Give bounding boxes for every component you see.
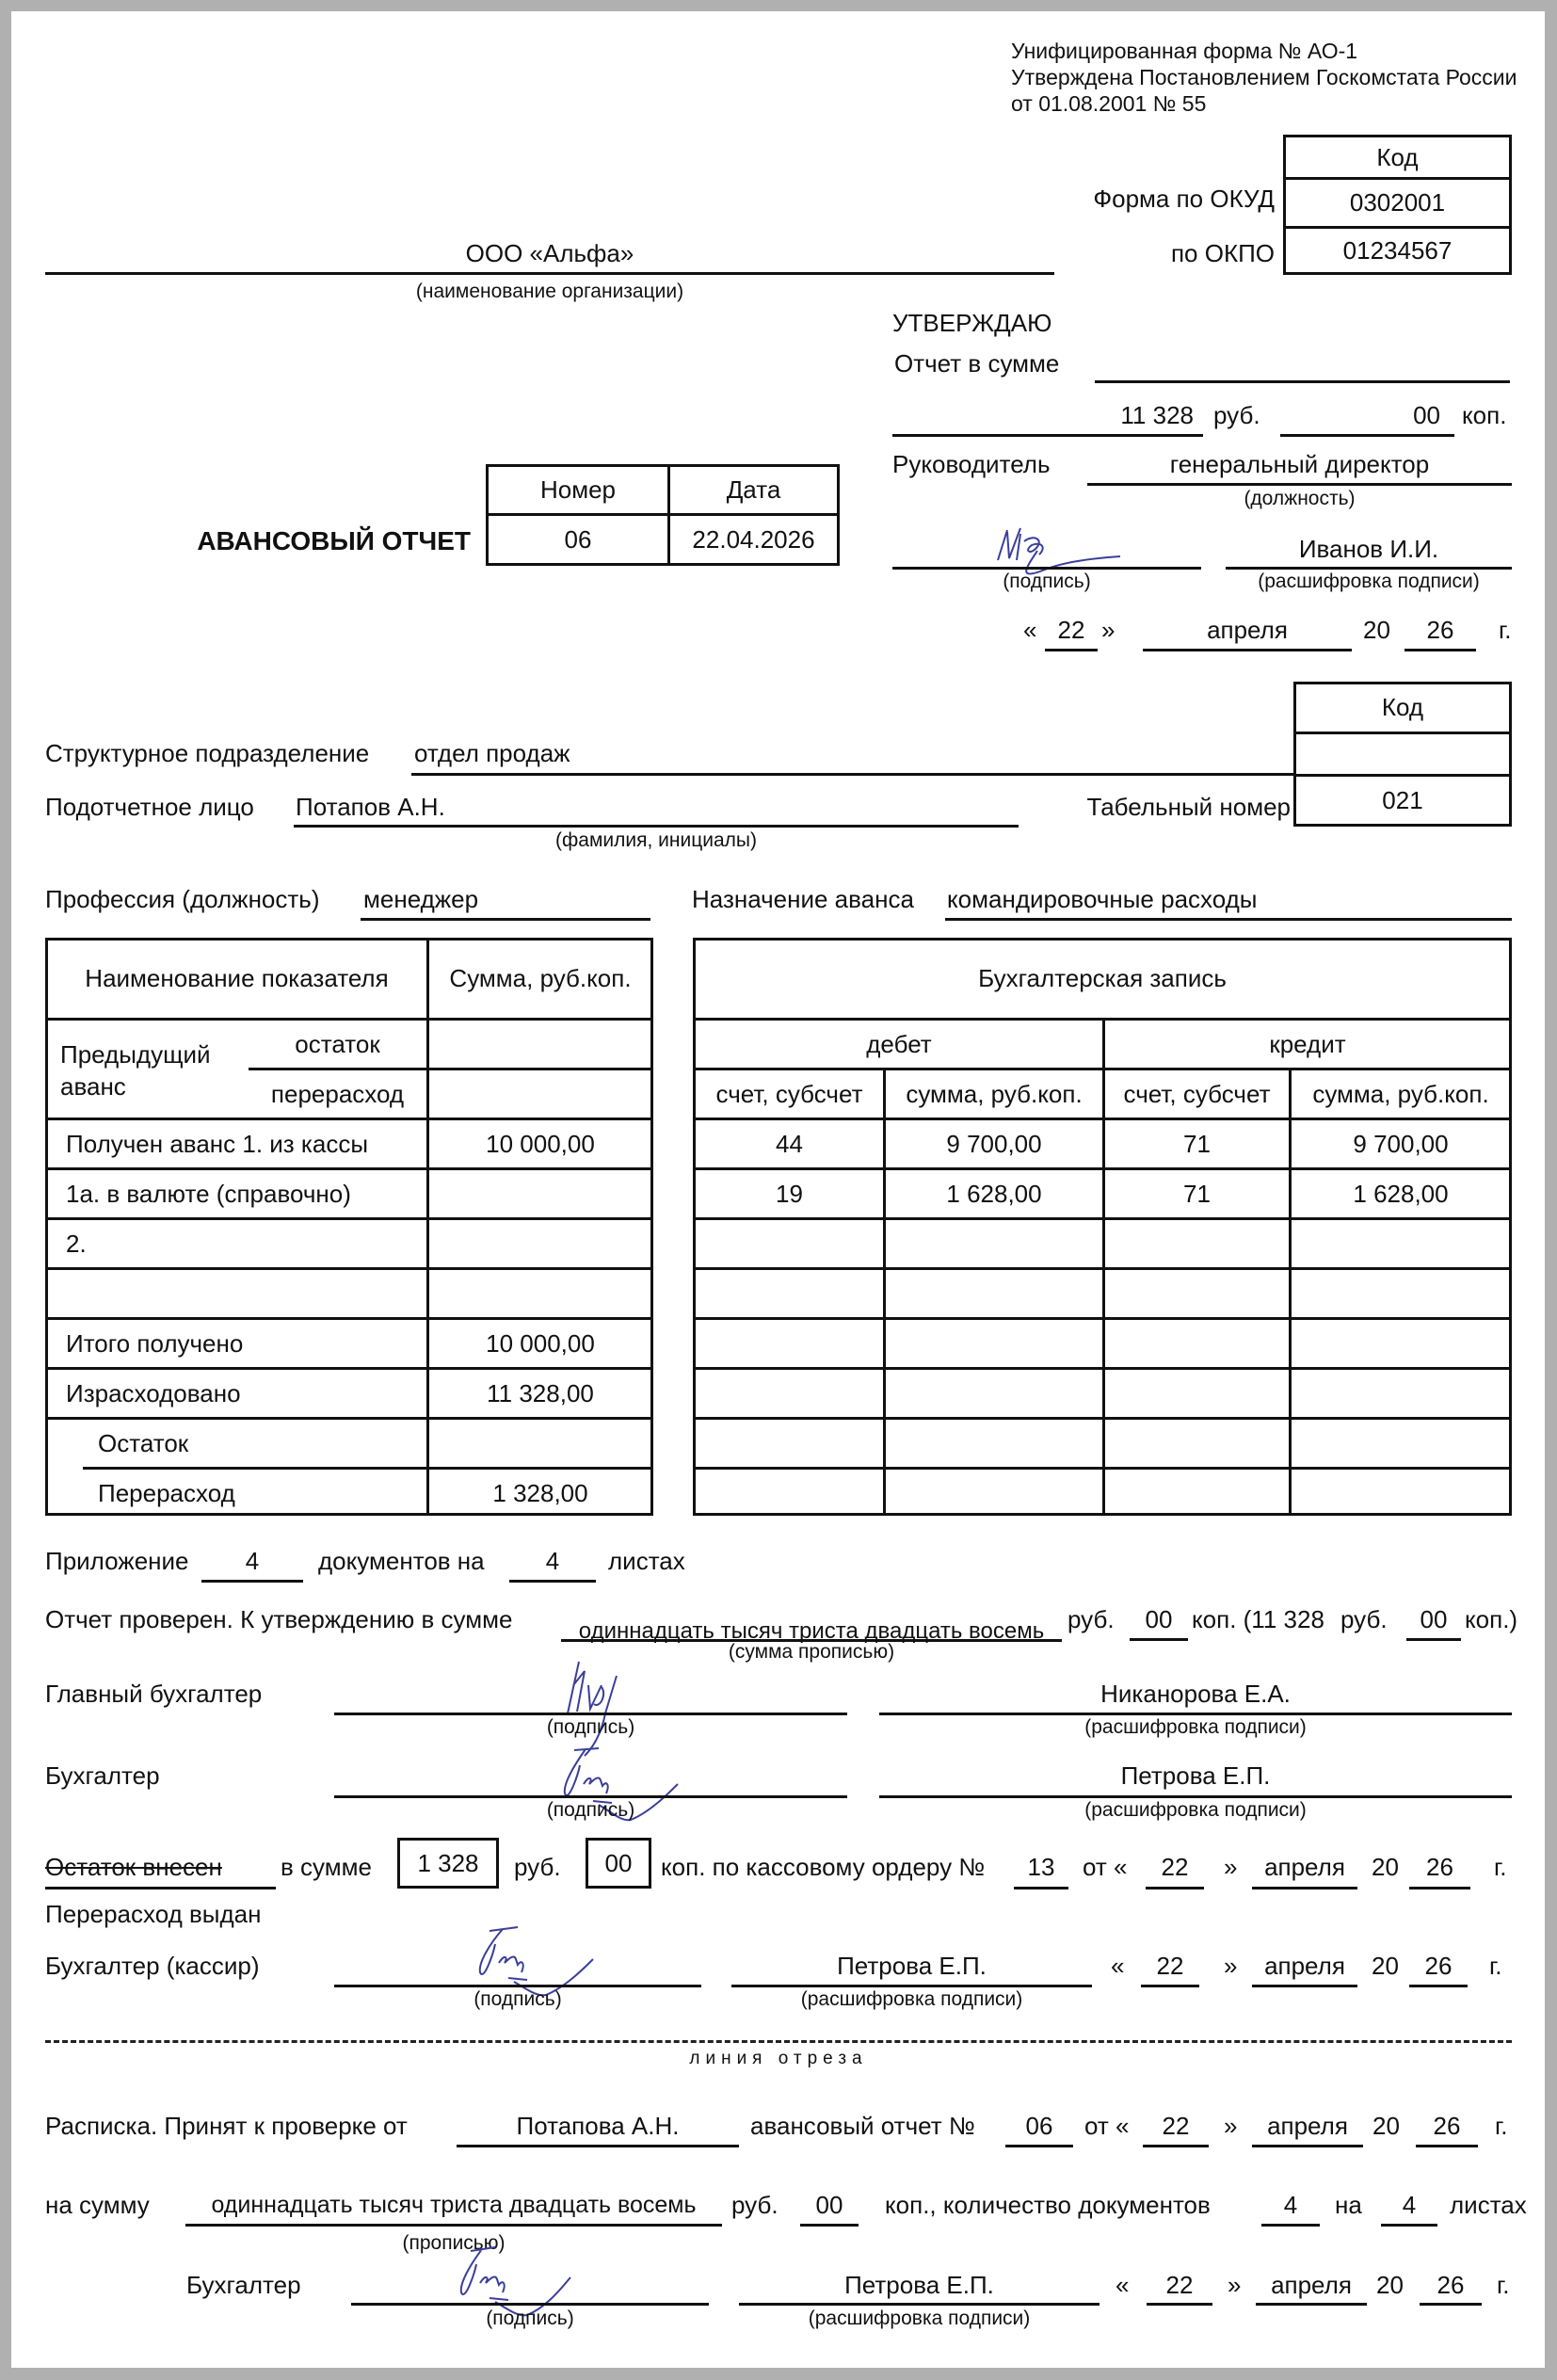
- document-title: АВАНСОВЫЙ ОТЧЕТ: [197, 526, 471, 555]
- summary-row-sum: [429, 1420, 651, 1467]
- cash-rub-label: руб.: [514, 1853, 561, 1881]
- profession-line: [361, 918, 650, 921]
- debit-amount-cell: [886, 1320, 1102, 1367]
- debit-amount-cell: [886, 1470, 1102, 1517]
- chief-accountant-name: Никанорова Е.А.: [1100, 1680, 1291, 1708]
- okpo-value: 01234567: [1342, 235, 1453, 265]
- cash-day: 22: [1161, 1853, 1189, 1881]
- receipt-report-label: авансовый отчет №: [750, 2112, 975, 2140]
- report-sum-label: Отчет в сумме: [894, 349, 1060, 378]
- receipt-on-label: на: [1335, 2191, 1362, 2219]
- col-name-header: Наименование показателя: [85, 964, 389, 992]
- prev-overspend-label: перерасход: [270, 1079, 405, 1108]
- doc-date-header: Дата: [726, 475, 781, 504]
- approve-date-day: 22: [1057, 616, 1085, 644]
- cashier-date-open: «: [1111, 1952, 1125, 1980]
- profession-label: Профессия (должность): [45, 885, 320, 913]
- receipt-report-line: [1005, 2145, 1073, 2147]
- head-name-line: [1226, 567, 1512, 570]
- summary-row-sum: [429, 1170, 651, 1217]
- receipt-from-name: Потапова А.Н.: [516, 2112, 680, 2140]
- cut-line-label: линия отреза: [689, 2049, 868, 2068]
- receipt-sign-date-close: »: [1228, 2271, 1242, 2299]
- cash-kop-value: 00: [604, 1848, 633, 1877]
- cashier-day-line: [1141, 1985, 1199, 1987]
- receipt-month: апреля: [1267, 2112, 1348, 2140]
- head-position: генеральный директор: [1169, 450, 1430, 478]
- person-line: [294, 825, 1019, 828]
- debit-amount-cell: [886, 1370, 1102, 1417]
- credit-account-cell: [1105, 1470, 1289, 1517]
- codes-header: Код: [1376, 142, 1419, 171]
- credit-account-cell: [1105, 1220, 1289, 1267]
- summary-row-label: Итого получено: [66, 1328, 244, 1358]
- verification-rub-label: руб.: [1067, 1605, 1115, 1633]
- debit-account-cell: 44: [776, 1129, 803, 1158]
- cash-year: 26: [1426, 1853, 1453, 1881]
- debit-account-cell: [696, 1370, 883, 1417]
- receipt-sign-year: 26: [1437, 2271, 1465, 2299]
- receipt-sign-century: 20: [1376, 2271, 1404, 2299]
- chief-signature-line: [334, 1713, 847, 1715]
- profession-value: менеджер: [363, 885, 479, 913]
- approve-kop-label: коп.: [1462, 401, 1507, 429]
- cashier-year-line: [1409, 1985, 1468, 1987]
- debit-account-cell: [696, 1420, 883, 1467]
- credit-amount-cell: [1292, 1370, 1510, 1417]
- verification-kop2: 00: [1420, 1605, 1448, 1633]
- attachment-sheets-label: листах: [608, 1547, 685, 1575]
- attachment-sheets: 4: [545, 1547, 560, 1575]
- head-label: Руководитель: [892, 450, 1051, 478]
- form-line-2: Утверждена Постановлением Госкомстата России: [1011, 65, 1517, 89]
- receipt-century: 20: [1372, 2112, 1400, 2140]
- credit-account-cell: [1105, 1320, 1289, 1367]
- receipt-sum-words: одиннадцать тысяч триста двадцать восемь: [211, 2192, 697, 2218]
- credit-amount-header: сумма, руб.коп.: [1312, 1079, 1489, 1108]
- okud-label: Форма по ОКУД: [1093, 185, 1275, 213]
- person-caption: (фамилия, инициалы): [555, 829, 757, 851]
- accountant-decode-caption: (расшифровка подписи): [1084, 1799, 1307, 1821]
- summary-row-label: [66, 1270, 426, 1317]
- receipt-day-line: [1143, 2145, 1209, 2147]
- cut-line: [45, 2040, 1512, 2043]
- position-caption: (должность): [1244, 488, 1356, 509]
- verification-kop-label: коп. (11 328: [1192, 1605, 1324, 1633]
- cashier-signature-line: [334, 1985, 701, 1987]
- approve-kop-line: [1280, 434, 1454, 437]
- credit-amount-cell: 1 628,00: [1353, 1179, 1449, 1208]
- receipt-sign-day-line: [1147, 2303, 1212, 2306]
- summary-row-label: Израсходовано: [66, 1378, 241, 1407]
- chief-signature-icon: [551, 1657, 664, 1761]
- summary-row-sum: [429, 1220, 651, 1267]
- overspend-issued-label: Перерасход выдан: [45, 1900, 262, 1928]
- cash-day-line: [1146, 1887, 1204, 1890]
- doc-date: 22.04.2026: [692, 524, 815, 554]
- purpose-value: командировочные расходы: [947, 885, 1258, 913]
- prev-advance-line2: аванс: [60, 1072, 126, 1101]
- summary-row-label: Получен аванс 1. из кассы: [66, 1129, 369, 1158]
- head-decode-caption: (расшифровка подписи): [1258, 571, 1480, 592]
- org-name-line: [45, 272, 1054, 275]
- approve-rub-line: [892, 434, 1203, 437]
- summary-row-sum: 1 328,00: [492, 1478, 588, 1507]
- approve-title: УТВЕРЖДАЮ: [892, 309, 1052, 337]
- receipt-report-number: 06: [1025, 2112, 1053, 2140]
- receipt-words-caption: (прописью): [402, 2232, 506, 2254]
- receipt-sign-year-line: [1420, 2303, 1482, 2306]
- verification-sum-words: одиннадцать тысяч триста двадцать восемь: [578, 1618, 1045, 1644]
- receipt-date-suffix: г.: [1495, 2112, 1508, 2140]
- report-sum-line: [1095, 380, 1510, 383]
- cashier-date-close: »: [1224, 1952, 1238, 1980]
- credit-account-cell: 71: [1183, 1179, 1211, 1208]
- receipt-day: 22: [1162, 2112, 1190, 2140]
- prev-advance-label: [60, 1038, 211, 1102]
- receipt-sign-date-suffix: г.: [1497, 2271, 1510, 2299]
- receipt-year: 26: [1433, 2112, 1461, 2140]
- receipt-docs-label: коп., количество документов: [885, 2191, 1211, 2219]
- credit-account-cell: [1105, 1420, 1289, 1467]
- person-value: Потапов А.Н.: [296, 793, 445, 821]
- receipt-signature-caption: (подпись): [486, 2308, 574, 2329]
- approve-kop-value: 00: [1413, 401, 1440, 429]
- credit-account-cell: [1105, 1370, 1289, 1417]
- receipt-month-line: [1252, 2145, 1363, 2147]
- receipt-docs: 4: [1283, 2191, 1298, 2219]
- okpo-label: по ОКПО: [1170, 239, 1275, 267]
- approve-date-year: 26: [1426, 616, 1454, 644]
- receipt-sign-date-open: «: [1116, 2271, 1130, 2299]
- prev-balance-label: остаток: [295, 1029, 380, 1058]
- accountant-signature-line: [334, 1795, 847, 1798]
- debit-account-cell: 19: [776, 1179, 803, 1208]
- cash-month-line: [1252, 1887, 1357, 1890]
- employee-codes-header: Код: [1381, 692, 1424, 721]
- verification-kop2-line: [1406, 1638, 1461, 1641]
- cash-date-close: »: [1224, 1853, 1238, 1881]
- receipt-decode-caption: (расшифровка подписи): [808, 2308, 1031, 2329]
- receipt-kop-line: [800, 2224, 859, 2227]
- approve-date-open: «: [1023, 616, 1037, 644]
- tab-number-value: 021: [1382, 785, 1423, 814]
- attachment-docs: 4: [245, 1547, 260, 1575]
- form-line-1: Унифицированная форма № АО-1: [1011, 39, 1358, 63]
- credit-account-cell: 71: [1183, 1129, 1211, 1158]
- debit-amount-cell: 9 700,00: [946, 1129, 1042, 1158]
- org-caption: (наименование организации): [415, 281, 684, 302]
- cashier-century: 20: [1372, 1952, 1399, 1980]
- chief-signature-caption: (подпись): [546, 1716, 635, 1738]
- credit-account-cell: [1105, 1270, 1289, 1317]
- approve-date-suffix: г.: [1499, 616, 1512, 644]
- summary-row-sum: 10 000,00: [486, 1328, 595, 1358]
- receipt-sign-month-line: [1256, 2303, 1367, 2306]
- cashier-label: Бухгалтер (кассир): [45, 1952, 260, 1980]
- attachment-label: Приложение: [45, 1547, 189, 1575]
- credit-account-header: счет, субсчет: [1123, 1079, 1271, 1108]
- cashier-decode-caption: (расшифровка подписи): [800, 1988, 1023, 2010]
- head-signature-caption: (подпись): [1003, 571, 1091, 592]
- attachment-docs-line: [201, 1580, 303, 1583]
- credit-amount-cell: [1292, 1420, 1510, 1467]
- cashier-year: 26: [1424, 1952, 1453, 1980]
- cash-from-label: от «: [1083, 1853, 1128, 1881]
- approve-rub-value: 11 328: [1120, 401, 1194, 429]
- approve-date-close: »: [1101, 616, 1116, 644]
- receipt-accountant-name: Петрова Е.П.: [844, 2271, 994, 2299]
- verification-rub2-label: руб.: [1340, 1605, 1388, 1633]
- cash-year-line: [1409, 1887, 1470, 1890]
- credit-amount-cell: [1292, 1470, 1510, 1517]
- accountant-name-line: [879, 1795, 1512, 1798]
- debit-amount-cell: [886, 1220, 1102, 1267]
- receipt-sum-label: на сумму: [45, 2191, 150, 2219]
- receipt-rub-label: руб.: [731, 2191, 778, 2219]
- approve-date-month: апреля: [1207, 616, 1288, 644]
- summary-row-label: 2.: [66, 1229, 87, 1258]
- verification-label: Отчет проверен. К утверждению в сумме: [45, 1605, 513, 1633]
- credit-amount-cell: 9 700,00: [1353, 1129, 1449, 1158]
- chief-accountant-label: Главный бухгалтер: [45, 1680, 263, 1708]
- credit-amount-cell: [1292, 1270, 1510, 1317]
- cash-date-suffix: г.: [1494, 1853, 1507, 1881]
- sum-words-caption: (сумма прописью): [728, 1641, 895, 1663]
- prev-advance-line1: Предыдущий: [60, 1040, 211, 1069]
- purpose-label: Назначение аванса: [692, 885, 914, 913]
- receipt-accountant-label: Бухгалтер: [186, 2271, 301, 2299]
- receipt-year-line: [1416, 2145, 1478, 2147]
- cash-order-number: 13: [1027, 1853, 1055, 1881]
- verification-kop: 00: [1145, 1605, 1173, 1633]
- division-line: [411, 773, 1296, 776]
- approve-day-line: [1045, 649, 1098, 651]
- receipt-sheets: 4: [1402, 2191, 1417, 2219]
- head-name: Иванов И.И.: [1298, 535, 1439, 563]
- chief-name-line: [879, 1713, 1512, 1715]
- debit-account-cell: [696, 1270, 883, 1317]
- row-divider: [693, 1118, 1512, 1120]
- doc-number: 06: [564, 524, 592, 554]
- cash-century: 20: [1372, 1853, 1399, 1881]
- division-value: отдел продаж: [414, 739, 570, 767]
- credit-header: кредит: [1269, 1029, 1346, 1058]
- receipt-signature-line: [351, 2303, 709, 2306]
- approve-rub-label: руб.: [1213, 401, 1260, 429]
- org-name: ООО «Альфа»: [465, 239, 634, 267]
- credit-amount-cell: [1292, 1220, 1510, 1267]
- col-sum-header: Сумма, руб.коп.: [449, 964, 632, 992]
- form-line-3: от 01.08.2001 № 55: [1011, 91, 1207, 116]
- verification-kop2-label: коп.): [1465, 1605, 1518, 1633]
- receipt-date-close: »: [1224, 2112, 1238, 2140]
- doc-number-header: Номер: [539, 475, 617, 504]
- receipt-sign-month: апреля: [1271, 2271, 1352, 2299]
- receipt-accountant-name-line: [739, 2303, 1100, 2306]
- receipt-sheets-line: [1381, 2224, 1437, 2227]
- cashier-month-line: [1252, 1985, 1357, 1987]
- tab-number-label: Табельный номер: [1086, 793, 1291, 821]
- debit-account-cell: [696, 1470, 883, 1517]
- debit-amount-cell: [886, 1270, 1102, 1317]
- summary-row-label: Остаток: [98, 1428, 189, 1457]
- cash-in-sum-label: в сумме: [281, 1853, 372, 1881]
- balance-deposited-label: Остаток внесен: [45, 1853, 222, 1881]
- okud-value: 0302001: [1349, 187, 1446, 217]
- approve-year-line: [1405, 649, 1476, 651]
- purpose-line: [945, 918, 1512, 921]
- summary-row-sum: 10 000,00: [486, 1129, 595, 1158]
- cash-rub-value: 1 328: [417, 1848, 479, 1877]
- receipt-from-label: от «: [1084, 2112, 1130, 2140]
- attachment-sheets-line: [509, 1580, 596, 1583]
- debit-account-cell: [696, 1220, 883, 1267]
- approve-month-line: [1143, 649, 1352, 651]
- person-label: Подотчетное лицо: [45, 793, 254, 821]
- accountant-label: Бухгалтер: [45, 1761, 160, 1790]
- cashier-name-line: [731, 1985, 1092, 1987]
- cashier-signature-caption: (подпись): [474, 1988, 562, 2010]
- receipt-sum-line: [185, 2224, 722, 2227]
- receipt-from-line: [457, 2145, 739, 2147]
- division-label: Структурное подразделение: [45, 739, 370, 767]
- chief-decode-caption: (расшифровка подписи): [1084, 1716, 1307, 1738]
- receipt-docs-line: [1261, 2224, 1320, 2227]
- receipt-sign-day: 22: [1165, 2271, 1194, 2299]
- receipt-kop: 00: [815, 2191, 843, 2219]
- cash-order-label: коп. по кассовому ордеру №: [661, 1853, 986, 1881]
- accountant-signature-caption: (подпись): [546, 1799, 635, 1821]
- cashier-day: 22: [1156, 1952, 1184, 1980]
- cashier-month: апреля: [1264, 1952, 1345, 1980]
- verification-kop-line: [1130, 1638, 1188, 1641]
- credit-amount-cell: [1292, 1320, 1510, 1367]
- debit-amount-header: сумма, руб.коп.: [906, 1079, 1083, 1108]
- cashier-date-suffix: г.: [1489, 1952, 1502, 1980]
- receipt-sheets-label: листах: [1450, 2191, 1527, 2219]
- head-position-line: [1087, 483, 1512, 486]
- attachment-docs-label: документов на: [318, 1547, 485, 1575]
- debit-header: дебет: [866, 1029, 932, 1058]
- balance-deposited-line: [45, 1887, 276, 1890]
- receipt-label: Расписка. Принят к проверке от: [45, 2112, 408, 2140]
- summary-row-label: 1а. в валюте (справочно): [66, 1179, 351, 1208]
- cashier-name: Петрова Е.П.: [837, 1952, 987, 1980]
- debit-amount-cell: [886, 1420, 1102, 1467]
- debit-account-header: счет, субсчет: [715, 1079, 863, 1108]
- debit-amount-cell: 1 628,00: [946, 1179, 1042, 1208]
- cash-order-line: [1014, 1887, 1068, 1890]
- debit-account-cell: [696, 1320, 883, 1367]
- approve-date-century: 20: [1363, 616, 1390, 644]
- summary-row-label: Перерасход: [98, 1478, 235, 1507]
- cash-month: апреля: [1264, 1853, 1345, 1881]
- accounting-entry-header: Бухгалтерская запись: [978, 964, 1227, 992]
- accountant-name: Петрова Е.П.: [1120, 1761, 1271, 1790]
- summary-row-sum: 11 328,00: [487, 1378, 594, 1407]
- head-signature-line: [892, 567, 1201, 570]
- summary-row-sum: [429, 1270, 651, 1317]
